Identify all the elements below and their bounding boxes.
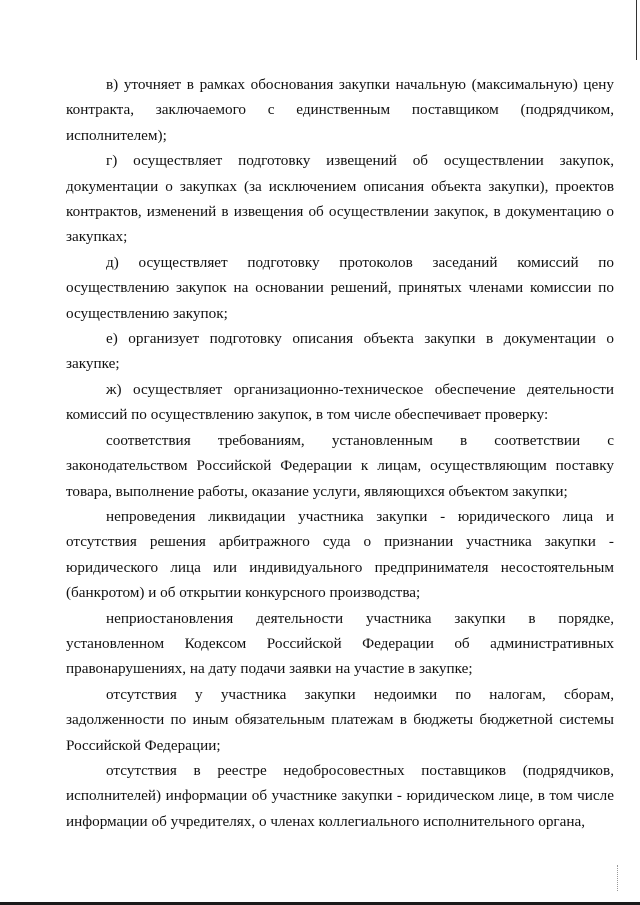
paragraph-v: в) уточняет в рамках обоснования закупки начальную (максимальную) цену контракта, заключаемого с единственным поставщиком (подрядчиком, исполнителем); [66, 76, 614, 144]
paragraph-d: д) осуществляет подготовку протоколов заседаний комиссий по осуществлению закупок на основании решений, принятых членами комиссии по осуществлению закупок; [66, 253, 614, 322]
scan-artifact [617, 865, 626, 891]
paragraph-registry: отсутствия в реестре недобросовестных поставщиков (подрядчиков, исполнителей) информации об участнике закупки - юридическом лице, в том числе информации об учредителях, о членах коллегиального исполнительного органа, [66, 761, 614, 830]
paragraph-zh: ж) осуществляет организационно-техническое обеспечение деятельности комиссий по осуществлению закупок, в том числе обеспечивает проверку: [66, 380, 614, 424]
paragraph-requirements: соответствия требованиям, установленным в соответствии с законодательством Российской Федерации к лицам, осуществляющим поставку товара, выполнение работы, оказание услуги, являющихся объектом закупки; [66, 431, 614, 500]
paragraph-g: г) осуществляет подготовку извещений об осуществлении закупок, документации о закупках (за исключением описания объекта закупки), проектов контрактов, изменений в извещения об осуществлении закупок, в документацию о закупках; [66, 152, 614, 246]
scan-edge-line [636, 0, 637, 60]
paragraph-e: е) организует подготовку описания объекта закупки в документации о закупке; [66, 330, 614, 373]
paragraph-liquidation: непроведения ликвидации участника закупки - юридического лица и отсутствия решения арбитражного суда о признании участника закупки - юридического лица или индивидуального предпринимателя несостоятельным (банкротом) и об открытии конкурсного производства; [66, 507, 614, 602]
paragraph-arrears: отсутствия у участника закупки недоимки по налогам, сборам, задолженности по иным обязательным платежам в бюджеты бюджетной системы Российской Федерации; [66, 685, 614, 754]
document-body [66, 72, 614, 834]
paragraph-suspension: неприостановления деятельности участника закупки в порядке, установленном Кодексом Российской Федерации об административных правонарушениях, на дату подачи заявки на участие в закупке; [66, 609, 614, 678]
